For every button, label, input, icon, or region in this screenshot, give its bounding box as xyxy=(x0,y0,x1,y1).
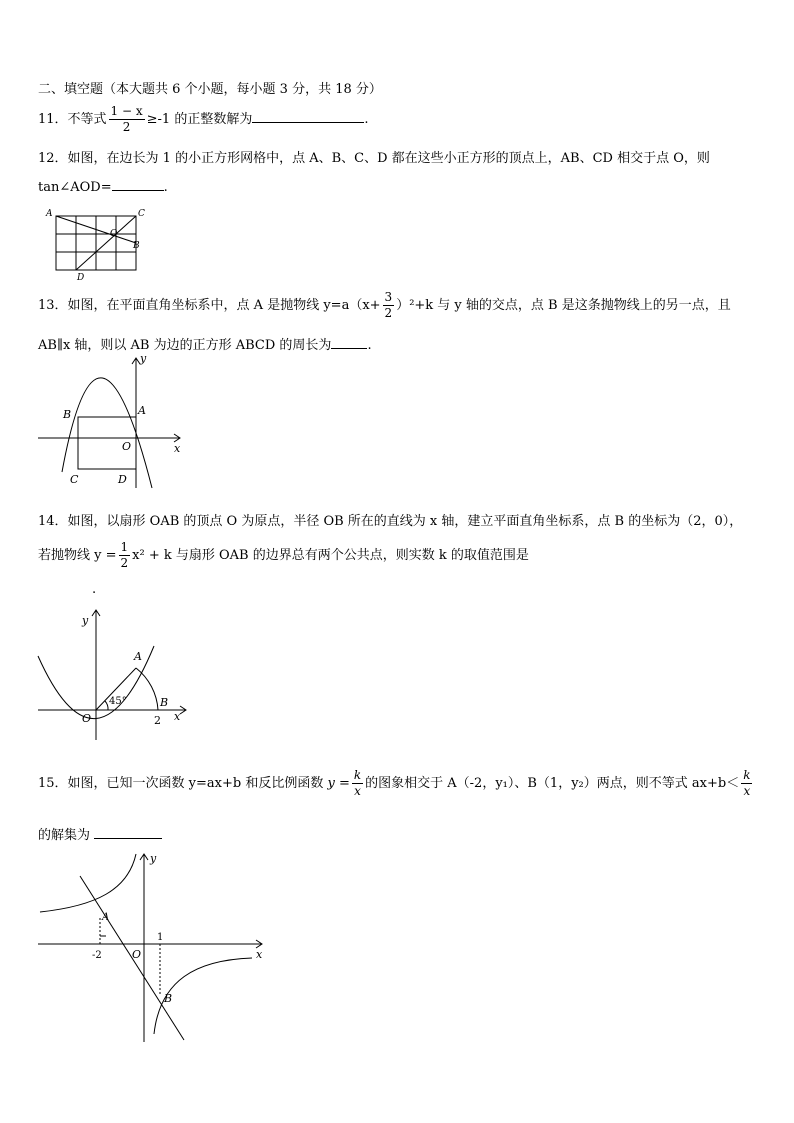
q11-suffix: ≥-1 的正整数解为 xyxy=(146,112,253,127)
q12-label-c: C xyxy=(138,209,145,219)
q13-prefix: 13．如图，在平面直角坐标系中，点 A 是抛物线 y=a（x+ xyxy=(38,298,381,313)
q12-grid-figure xyxy=(44,206,154,282)
q15-y-eq: y = xyxy=(327,776,350,791)
q13-frac-den: 2 xyxy=(384,306,393,320)
q15-label-a: A xyxy=(102,912,110,923)
q13-label-b: B xyxy=(63,408,72,421)
q13-axis-y: y xyxy=(140,352,147,365)
q13-axis-x: x xyxy=(174,442,181,455)
q11-end: . xyxy=(364,112,369,127)
q14-axis-x: x xyxy=(174,710,181,723)
q12-end: . xyxy=(163,180,168,195)
q13-parabola-figure xyxy=(36,352,186,492)
q11-frac-den: 2 xyxy=(122,120,131,134)
q14-tick-2: 2 xyxy=(154,714,161,727)
q14-label-a: A xyxy=(134,650,142,663)
q13-frac-num: 3 xyxy=(384,290,393,304)
q14-axis-y: y xyxy=(82,614,89,627)
q15-line2 xyxy=(38,824,162,843)
q11-frac-num: 1 − x xyxy=(110,104,143,118)
q15-label-o: O xyxy=(132,948,142,961)
q15-fraction-2 xyxy=(741,768,752,799)
q13-label-d: D xyxy=(118,473,127,486)
question-13-line1 xyxy=(38,290,731,321)
q14-suffix: x² + k 与扇形 OAB 的边界总有两个公共点，则实数 k 的取值范围是 xyxy=(132,548,529,563)
section-header: 二、填空题（本大题共 6 个小题，每小题 3 分，共 18 分） xyxy=(38,82,382,97)
q12-line1: 12．如图，在边长为 1 的小正方形网格中，点 A、B、C、D 都在这些小正方形的顶点上，AB、CD 相交于点 O，则 xyxy=(38,151,710,166)
q14-frac-num: 1 xyxy=(120,540,129,554)
q12-label-d: D xyxy=(77,273,85,283)
q14-dot: . xyxy=(92,582,97,597)
q13-suffix: ）²+k 与 y 轴的交点，点 B 是这条抛物线上的另一点，且 xyxy=(396,298,731,313)
q15-frac2-den: x xyxy=(743,784,751,798)
q13-label-o: O xyxy=(122,440,132,453)
q12-label-a: A xyxy=(46,209,53,219)
q13-line2-text: AB∥x 轴，则以 AB 为边的正方形 ABCD 的周长为 xyxy=(38,338,332,353)
q14-label-o: O xyxy=(82,712,92,725)
q12-label-o: O xyxy=(110,229,118,239)
q15-middle: 的图象相交于 A（-2，y₁）、B（1，y₂）两点，则不等式 ax+b＜ xyxy=(365,776,740,791)
q15-frac2-num: k xyxy=(743,768,751,782)
q13-fraction xyxy=(383,290,395,321)
q15-frac-den: x xyxy=(354,784,361,798)
q14-label-b: B xyxy=(160,696,169,709)
q15-fraction xyxy=(352,768,363,799)
q14-fraction xyxy=(119,540,131,571)
q15-label-b: B xyxy=(164,992,173,1005)
q15-frac-num: k xyxy=(353,768,362,782)
q14-frac-den: 2 xyxy=(120,556,129,570)
q12-tan-label: tan∠AOD= xyxy=(38,180,112,195)
q11-answer-blank[interactable] xyxy=(252,110,364,123)
q13-line2 xyxy=(38,334,372,353)
q12-label-b: B xyxy=(133,241,140,251)
q15-answer-blank[interactable] xyxy=(94,826,162,839)
q15-functions-figure xyxy=(36,850,268,1046)
q11-fraction xyxy=(109,104,145,135)
q15-axis-x: x xyxy=(256,948,263,961)
q14-sector-figure xyxy=(36,606,196,746)
q14-angle-label: 45° xyxy=(109,696,127,707)
question-11 xyxy=(38,104,368,135)
q11-prefix: 11．不等式 xyxy=(38,112,107,127)
q15-axis-y: y xyxy=(150,852,157,865)
q14-line1: 14．如图，以扇形 OAB 的顶点 O 为原点，半径 OB 所在的直线为 x 轴，建立平面直角坐标系，点 B 的坐标为（2，0）， xyxy=(38,514,743,529)
q14-prefix: 若抛物线 y = xyxy=(38,548,117,563)
q13-answer-blank[interactable] xyxy=(331,336,367,349)
q13-end: . xyxy=(367,338,372,353)
q13-label-c: C xyxy=(70,473,79,486)
question-14-line2 xyxy=(38,540,529,571)
question-15-line1 xyxy=(38,768,754,799)
q12-answer-blank[interactable] xyxy=(112,178,164,191)
q13-label-a: A xyxy=(138,404,146,417)
q15-line2-text: 的解集为 xyxy=(38,828,91,843)
q15-prefix: 15．如图，已知一次函数 y=ax+b 和反比例函数 xyxy=(38,776,324,791)
q15-tick-1: 1 xyxy=(157,932,164,943)
q15-tick-neg2: -2 xyxy=(92,950,102,961)
q12-line2 xyxy=(38,178,168,195)
